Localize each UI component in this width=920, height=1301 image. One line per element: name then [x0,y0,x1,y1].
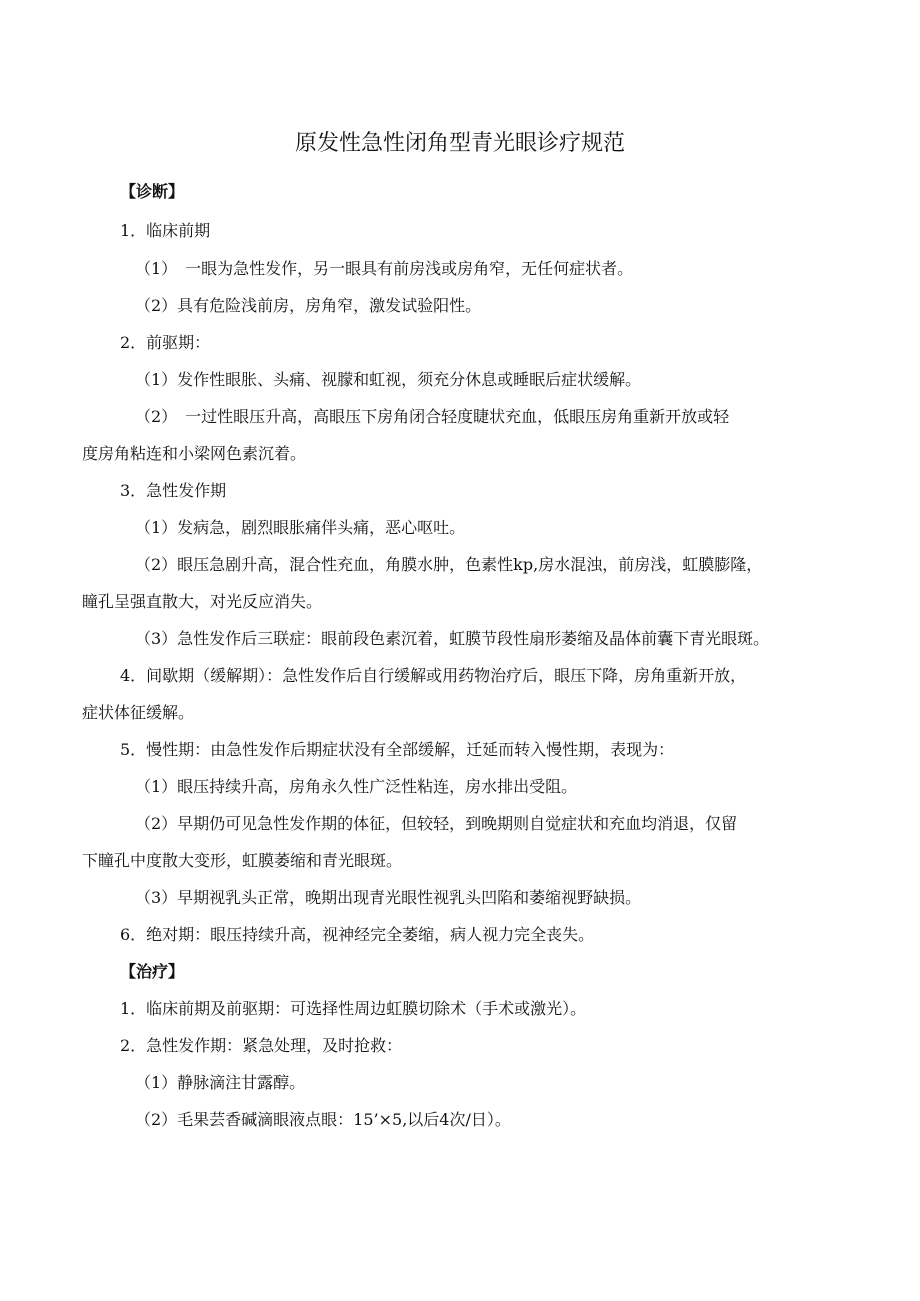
text-line: 1．临床前期及前驱期：可选择性周边虹膜切除术（手术或激光）。 [120,999,587,1018]
section-heading-treatment: 【治疗】 [120,962,185,981]
text-line: 4．间歇期（缓解期）：急性发作后自行缓解或用药物治疗后，眼压下降，房角重新开放， [120,666,747,685]
text-line: 2．前驱期： [120,333,211,352]
text-line: （1）静脉滴注甘露醇。 [135,1073,306,1092]
text-line: （1）眼压持续升高，房角永久性广泛性粘连，房水排出受阻。 [135,777,578,796]
text-line: 瞳孔呈强直散大，对光反应消失。 [82,592,323,611]
text-line: 2．急性发作期：紧急处理，及时抢救： [120,1036,403,1055]
text-line: 症状体征缓解。 [82,703,195,722]
text-line: （1）发作性眼胀、头痛、视朦和虹视，须充分休息或睡眠后症状缓解。 [135,370,642,389]
text-line: 1．临床前期 [120,221,211,240]
text-line: （2）毛果芸香碱滴眼液点眼：15’×5,以后4次/日）。 [135,1110,511,1129]
document-title: 原发性急性闭角型青光眼诊疗规范 [294,131,625,156]
text-line: 3．急性发作期 [120,481,227,500]
text-line: 5．慢性期：由急性发作后期症状没有全部缓解，迁延而转入慢性期，表现为： [120,740,675,759]
text-line: （2）眼压急剧升高，混合性充血，角膜水肿，色素性kp,房水混浊，前房浅，虹膜膨隆， [135,555,763,574]
text-line: （1） 一眼为急性发作，另一眼具有前房浅或房角窄，无任何症状者。 [135,259,634,278]
text-line: （3）早期视乳头正常，晚期出现青光眼性视乳头凹陷和萎缩视野缺损。 [135,888,642,907]
text-line: （2）具有危险浅前房，房角窄，激发试验阳性。 [135,296,482,315]
section-heading-diagnosis: 【诊断】 [120,182,185,201]
text-line: 下瞳孔中度散大变形，虹膜萎缩和青光眼斑。 [82,851,403,870]
text-line: 度房角粘连和小梁网色素沉着。 [82,444,307,463]
text-line: 6．绝对期：眼压持续升高，视神经完全萎缩，病人视力完全丧失。 [120,925,595,944]
text-line: （2） 一过性眼压升高，高眼压下房角闭合轻度睫状充血，低眼压房角重新开放或轻 [135,407,730,426]
text-line: （2）早期仍可见急性发作期的体征，但较轻，到晚期则自觉症状和充血均消退，仅留 [135,814,738,833]
text-line: （3）急性发作后三联症：眼前段色素沉着，虹膜节段性扇形萎缩及晶体前囊下青光眼斑。 [135,629,770,648]
text-line: （1）发病急，剧烈眼胀痛伴头痛，恶心呕吐。 [135,518,466,537]
